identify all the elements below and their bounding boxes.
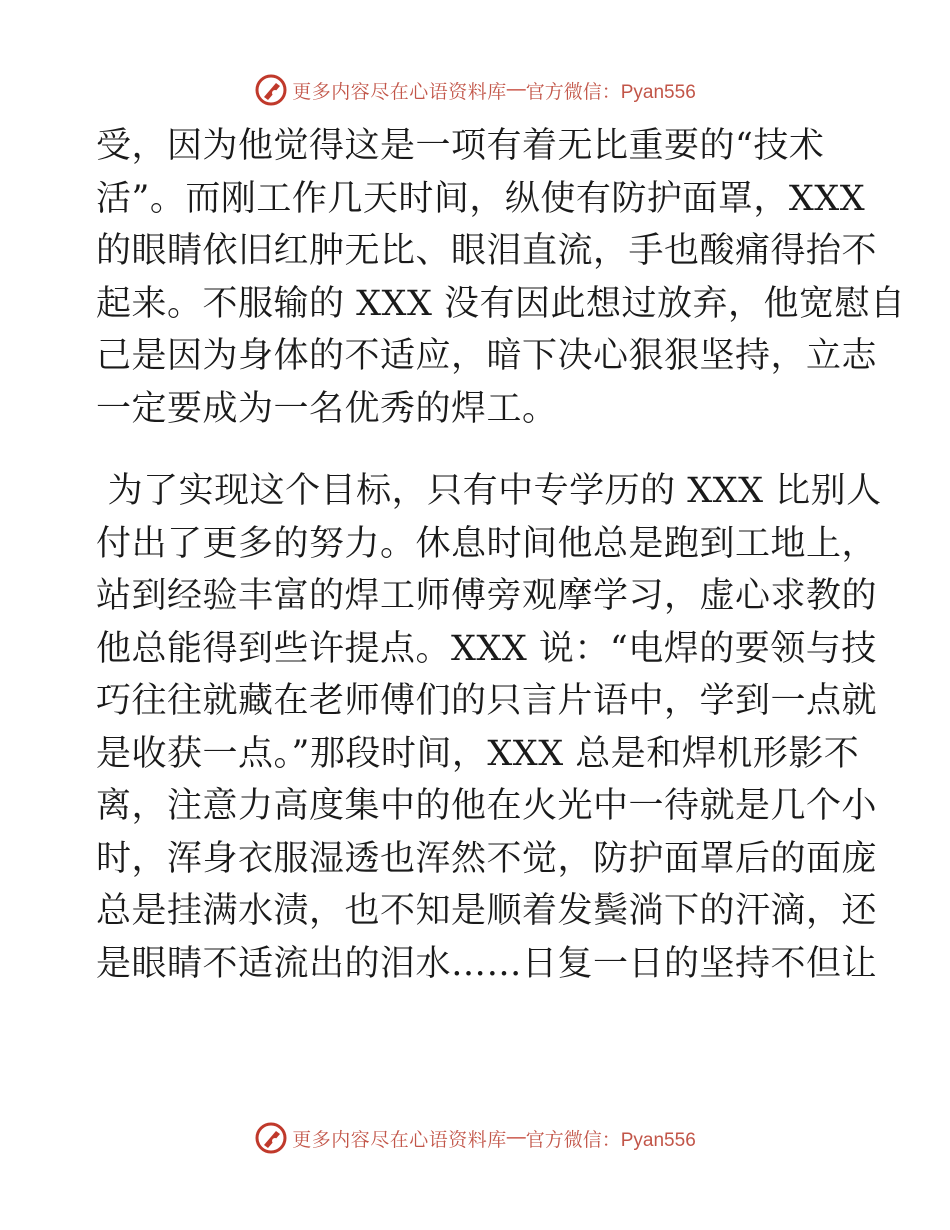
text-line: 为了实现这个目标，只有中专学历的 XXX 比别人 <box>96 471 882 511</box>
paragraph-1 <box>96 120 906 435</box>
text-line: 是眼睛不适流出的泪水……日复一日的坚持不但让 <box>96 943 878 984</box>
banner-site-name: 更多内容尽在心语资料库 <box>292 81 507 103</box>
text-line: 活”。而刚工作几天时间，纵使有防护面罩，XXX <box>96 178 866 219</box>
text-line: 总是挂满水渍，也不知是顺着发鬓淌下的汗滴，还 <box>96 891 878 931</box>
text-line: 离，注意力高度集中的他在火光中一待就是几个小 <box>96 786 878 826</box>
pen-circle-logo-icon <box>254 1121 288 1155</box>
banner-site-name: 更多内容尽在心语资料库 <box>292 1129 507 1151</box>
document-body <box>96 120 906 990</box>
header-watermark-banner <box>0 70 950 110</box>
banner-dash: — <box>506 1127 526 1148</box>
pen-circle-logo-icon <box>254 73 288 107</box>
text-line: 己是因为身体的不适应，暗下决心狠狠坚持，立志 <box>96 336 878 376</box>
text-line: 起来。不服输的 XXX 没有因此想过放弃，他宽慰自 <box>96 283 906 324</box>
text-line: 的眼睛依旧红肿无比、眼泪直流，手也酸痛得抬不 <box>96 231 878 271</box>
text-line: 时，浑身衣服湿透也浑然不觉，防护面罩后的面庞 <box>96 838 878 879</box>
text-line: 受，因为他觉得这是一项有着无比重要的“技术 <box>96 126 825 166</box>
text-line: 站到经验丰富的焊工师傅旁观摩学习，虚心求教的 <box>96 576 878 616</box>
text-line: 他总能得到些许提点。XXX 说：“电焊的要领与技 <box>96 628 877 669</box>
footer-watermark-banner <box>0 1118 950 1158</box>
text-line: 一定要成为一名优秀的焊工。 <box>96 388 558 429</box>
banner-wechat-id: 官方微信：Pyan556 <box>525 81 696 103</box>
text-line: 巧往往就藏在老师傅们的只言片语中，学到一点就 <box>96 681 878 721</box>
banner-dash: — <box>506 79 526 100</box>
text-line: 是收获一点。”那段时间，XXX 总是和焊机形影不 <box>96 733 860 774</box>
paragraph-2 <box>96 465 882 990</box>
text-line: 付出了更多的努力。休息时间他总是跑到工地上， <box>96 523 878 564</box>
banner-wechat-id: 官方微信：Pyan556 <box>525 1129 696 1151</box>
